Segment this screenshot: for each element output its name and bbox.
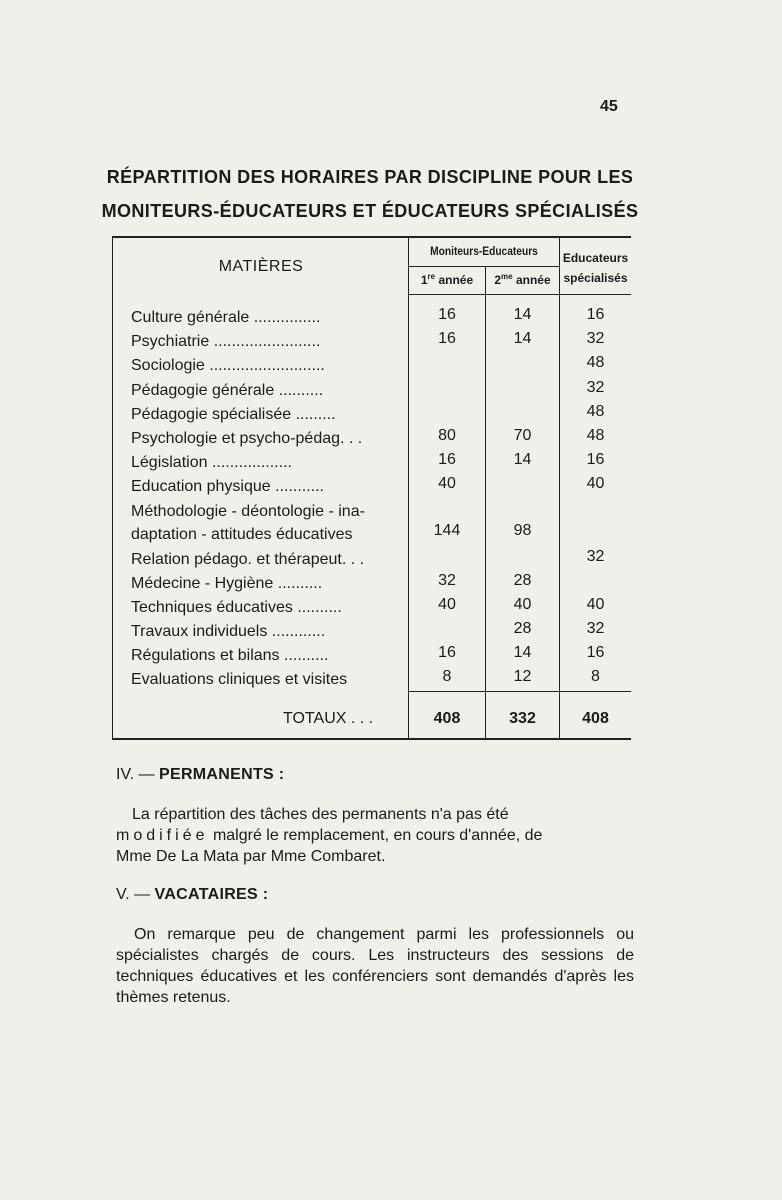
cell-me1: 16 (438, 330, 456, 348)
row-label: Médecine - Hygiène .......... (131, 574, 323, 592)
table-row (113, 498, 631, 546)
row-label: Techniques éducatives .......... (131, 598, 342, 616)
title-line-2: MONITEURS-ÉDUCATEURS ET ÉDUCATEURS SPÉCIALISÉS (101, 201, 639, 221)
table-row (113, 666, 631, 690)
header-educateurs-specialises (560, 248, 631, 288)
cell-me2: 28 (513, 620, 532, 638)
row-label: Psychologie et psycho-pédag. . . (131, 429, 363, 447)
row-label: Législation .................. (131, 454, 292, 472)
cell-me2: 40 (513, 595, 532, 613)
row-label: Evaluations cliniques et visites (131, 671, 348, 689)
header-divider (409, 266, 559, 267)
row-label: Psychiatrie ........................ (131, 333, 321, 351)
section-4-line-1: La répartition des tâches des permanents n'a pas été (132, 806, 509, 823)
table-row (113, 570, 631, 594)
table-row (113, 618, 631, 642)
year-2-number: 2 (494, 273, 502, 287)
section-5-paragraph: On remarque peu de changement parmi les professionnels ou spécialistes chargés de cours. Les instructeurs des sessions de techniques éducatives et les conférenciers sont demandés d'après les thèmes retenus. (116, 926, 634, 1006)
cell-me2: 14 (513, 451, 532, 469)
header-moniteurs-educateurs: Moniteurs-Educateurs (430, 244, 538, 258)
page-number: 45 (600, 98, 618, 115)
cell-me1: 16 (438, 306, 456, 323)
cell-me2: 14 (513, 644, 532, 662)
table-body (113, 304, 631, 691)
cell-es: 32 (586, 378, 605, 396)
cell-me2: 14 (513, 330, 532, 348)
total-me1: 408 (433, 710, 461, 727)
header-educ-line-2: spécialisés (563, 271, 628, 285)
row-label: Pédagogie spécialisée ......... (131, 405, 336, 423)
header-matieres: MATIÈRES (218, 258, 304, 275)
section-4-title: PERMANENTS : (159, 766, 285, 783)
cell-me1: 40 (438, 475, 456, 493)
table-row (113, 594, 631, 618)
cell-me1: 16 (438, 451, 456, 469)
row-label: Relation pédago. et thérapeut. . . (131, 550, 365, 568)
year-1-number: 1 (420, 273, 428, 287)
header-year-2 (486, 272, 559, 287)
cell-es: 32 (586, 330, 605, 348)
year-1-word: année (438, 273, 474, 287)
table-row (113, 425, 631, 449)
cell-es: 40 (586, 475, 605, 493)
section-4-number: IV. — (116, 766, 155, 783)
cell-me1: 40 (438, 595, 456, 613)
hours-table (112, 236, 631, 740)
cell-es: 16 (586, 306, 605, 323)
cell-es: 48 (586, 426, 605, 444)
cell-es: 48 (586, 354, 605, 372)
table-row (113, 473, 631, 497)
table-row (113, 401, 631, 425)
cell-me1: 16 (438, 644, 456, 662)
total-es: 408 (582, 710, 609, 727)
cell-me2: 70 (513, 426, 532, 444)
cell-me1: 80 (438, 426, 456, 444)
header-year-1 (409, 272, 485, 287)
cell-me1: 32 (438, 571, 456, 589)
cell-es: 40 (586, 595, 605, 613)
section-5-number: V. — (116, 886, 151, 903)
year-2-suffix: me (501, 272, 513, 281)
row-label: Culture générale ............... (131, 309, 321, 326)
table-row (113, 642, 631, 666)
cell-es: 32 (586, 547, 605, 565)
cell-es: 48 (586, 402, 605, 420)
table-row (113, 377, 631, 401)
section-5-title: VACATAIRES : (154, 886, 269, 903)
section-4-line-2 (116, 825, 634, 846)
section-4-spaced-word: modifiée (116, 827, 209, 844)
total-me2: 332 (509, 710, 536, 727)
page-title (90, 160, 650, 228)
cell-me2: 28 (513, 571, 532, 589)
section-4-line-2-rest: malgré le remplacement, en cours d'année, de (212, 827, 543, 844)
section-4-heading (116, 766, 284, 784)
section-4-line-3: Mme De La Mata par Mme Combaret. (116, 848, 386, 865)
cell-me2: 14 (513, 306, 532, 323)
table-row (113, 352, 631, 376)
cell-me2: 12 (513, 668, 532, 686)
header-educ-line-1: Educateurs (562, 251, 629, 265)
cell-es: 16 (586, 644, 605, 662)
row-label: Sociologie .......................... (131, 357, 325, 375)
row-label: Education physique ........... (131, 478, 324, 496)
title-line-1: RÉPARTITION DES HORAIRES PAR DISCIPLINE POUR LES (106, 167, 634, 187)
cell-me2: 98 (513, 521, 532, 539)
table-row (113, 449, 631, 473)
row-label: Méthodologie - déontologie - ina-daptation - attitudes éducatives (131, 502, 365, 543)
year-2-word: année (515, 273, 551, 287)
row-label: Pédagogie générale .......... (131, 381, 324, 399)
header-divider (409, 294, 631, 295)
row-label: Régulations et bilans .......... (131, 647, 329, 665)
section-5-heading (116, 886, 268, 904)
row-label: Travaux individuels ............ (131, 623, 326, 641)
cell-me1: 144 (433, 521, 461, 539)
table-row (113, 304, 631, 328)
table-row (113, 328, 631, 352)
cell-es: 32 (586, 620, 605, 638)
year-1-suffix: re (427, 272, 436, 281)
totals-label: TOTAUX . . . (283, 710, 374, 727)
table-row (113, 546, 631, 570)
totals-divider (409, 691, 631, 692)
cell-es: 8 (591, 668, 600, 686)
cell-es: 16 (586, 451, 605, 469)
cell-me1: 8 (442, 668, 452, 686)
